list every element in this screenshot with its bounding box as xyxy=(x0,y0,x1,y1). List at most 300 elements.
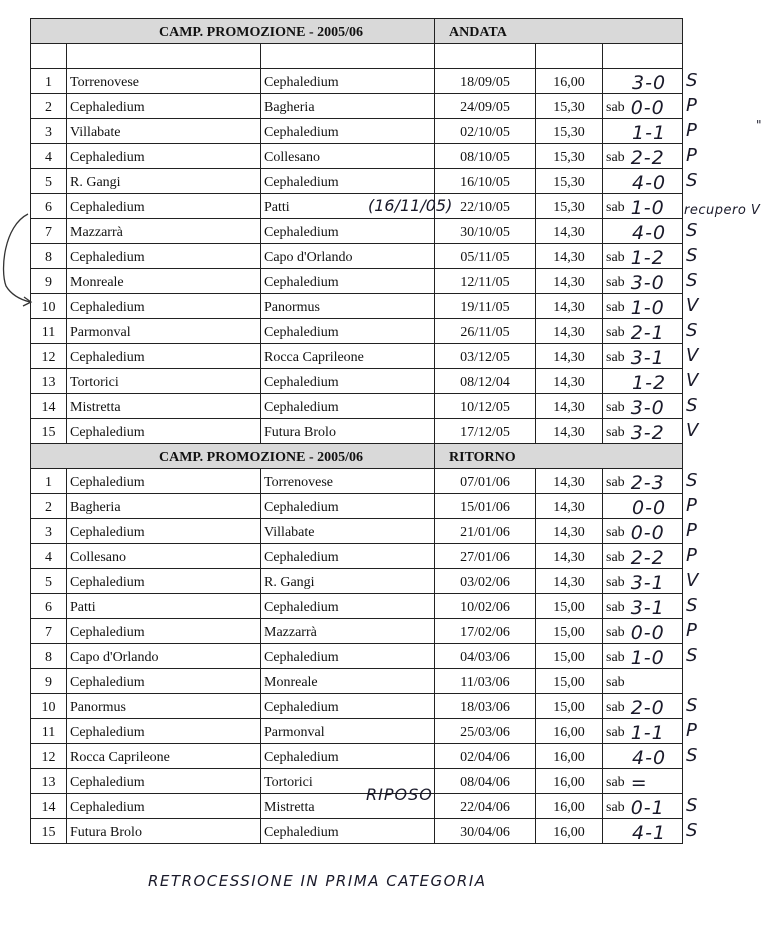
match-row xyxy=(31,769,683,794)
handwritten-score: 0-0 xyxy=(630,622,665,644)
match-number: 12 xyxy=(31,344,67,369)
andata-header-row xyxy=(31,19,683,44)
match-date: 17/12/05 xyxy=(435,419,536,444)
away-team: Cephaledium xyxy=(261,694,435,719)
home-team: Cephaledium xyxy=(67,94,261,119)
handwritten-score: 1-0 xyxy=(630,297,665,319)
handwritten-score: 3-0 xyxy=(632,72,667,94)
home-team: Bagheria xyxy=(67,494,261,519)
result-letter: P xyxy=(686,719,697,741)
day-note: sab xyxy=(606,425,625,440)
match-row xyxy=(31,494,683,519)
note-cell xyxy=(603,344,683,369)
handwritten-score: 2-0 xyxy=(630,697,665,719)
match-date: 25/03/06 xyxy=(435,719,536,744)
kickoff-time: 14,30 xyxy=(536,519,603,544)
match-number: 6 xyxy=(31,594,67,619)
note-cell xyxy=(603,594,683,619)
away-team: Torrenovese xyxy=(261,469,435,494)
home-team: Cephaledium xyxy=(67,194,261,219)
day-note: sab xyxy=(606,775,625,790)
match-date: 12/11/05 xyxy=(435,269,536,294)
match-row xyxy=(31,369,683,394)
kickoff-time: 14,30 xyxy=(536,544,603,569)
result-letter: S xyxy=(686,694,698,716)
match-row xyxy=(31,244,683,269)
spacer-cell xyxy=(603,44,683,69)
note-cell xyxy=(603,269,683,294)
match-row xyxy=(31,519,683,544)
match-row xyxy=(31,544,683,569)
match-number: 5 xyxy=(31,169,67,194)
handwritten-score: 3-0 xyxy=(630,397,665,419)
match-date: 10/12/05 xyxy=(435,394,536,419)
kickoff-time: 14,30 xyxy=(536,569,603,594)
match-row xyxy=(31,719,683,744)
away-team: Cephaledium xyxy=(261,219,435,244)
match-row xyxy=(31,644,683,669)
match-row xyxy=(31,619,683,644)
result-letter: P xyxy=(686,119,697,141)
home-team: Parmonval xyxy=(67,319,261,344)
note-cell xyxy=(603,319,683,344)
away-team: Cephaledium xyxy=(261,644,435,669)
day-note: sab xyxy=(606,625,625,640)
match-number: 8 xyxy=(31,244,67,269)
home-team: Collesano xyxy=(67,544,261,569)
kickoff-time: 16,00 xyxy=(536,769,603,794)
home-team: Cephaledium xyxy=(67,769,261,794)
patti-rescheduled-date: (16/11/05) xyxy=(368,196,453,215)
away-team: Cephaledium xyxy=(261,394,435,419)
home-team: Cephaledium xyxy=(67,519,261,544)
handwritten-score: 3-1 xyxy=(630,347,665,369)
result-letter: S xyxy=(686,394,698,416)
day-note: sab xyxy=(606,475,625,490)
match-number: 5 xyxy=(31,569,67,594)
match-row xyxy=(31,319,683,344)
day-note: sab xyxy=(606,325,625,340)
match-date: 19/11/05 xyxy=(435,294,536,319)
match-date: 27/01/06 xyxy=(435,544,536,569)
match-number: 3 xyxy=(31,119,67,144)
match-date: 05/11/05 xyxy=(435,244,536,269)
kickoff-time: 14,30 xyxy=(536,344,603,369)
result-letter: P xyxy=(686,544,697,566)
reschedule-arrow xyxy=(0,0,40,320)
note-cell xyxy=(603,519,683,544)
note-cell xyxy=(603,819,683,844)
result-letter: S xyxy=(686,794,698,816)
day-note: sab xyxy=(606,200,625,215)
home-team: Cephaledium xyxy=(67,719,261,744)
home-team: Capo d'Orlando xyxy=(67,644,261,669)
result-letter: S xyxy=(686,469,698,491)
away-team: Mazzarrà xyxy=(261,619,435,644)
match-date: 08/04/06 xyxy=(435,769,536,794)
note-cell xyxy=(603,144,683,169)
handwritten-score: 3-0 xyxy=(630,272,665,294)
match-row xyxy=(31,294,683,319)
day-note: sab xyxy=(606,250,625,265)
match-row xyxy=(31,594,683,619)
day-note: sab xyxy=(606,350,625,365)
match-date: 24/09/05 xyxy=(435,94,536,119)
result-letter: S xyxy=(686,69,698,91)
day-note: sab xyxy=(606,550,625,565)
away-team: Parmonval xyxy=(261,719,435,744)
day-note: sab xyxy=(606,725,625,740)
kickoff-time: 15,00 xyxy=(536,694,603,719)
note-cell xyxy=(603,544,683,569)
handwritten-score: 2-2 xyxy=(630,147,665,169)
result-letter: S xyxy=(686,269,698,291)
handwritten-score: 1-2 xyxy=(630,247,665,269)
kickoff-time: 14,30 xyxy=(536,394,603,419)
match-date: 02/10/05 xyxy=(435,119,536,144)
away-team: Cephaledium xyxy=(261,544,435,569)
match-row xyxy=(31,344,683,369)
andata-phase: ANDATA xyxy=(435,19,683,44)
match-date: 11/03/06 xyxy=(435,669,536,694)
handwritten-score: 4-1 xyxy=(632,822,667,844)
result-letter: S xyxy=(686,319,698,341)
match-date: 10/02/06 xyxy=(435,594,536,619)
home-team: Cephaledium xyxy=(67,294,261,319)
home-team: Cephaledium xyxy=(67,619,261,644)
result-letter: V xyxy=(686,294,699,316)
schedule-table xyxy=(30,18,683,844)
day-note: sab xyxy=(606,300,625,315)
result-letter: S xyxy=(686,744,698,766)
match-date: 22/04/06 xyxy=(435,794,536,819)
result-letter: S xyxy=(686,244,698,266)
match-number: 7 xyxy=(31,219,67,244)
match-date: 30/10/05 xyxy=(435,219,536,244)
home-team: Villabate xyxy=(67,119,261,144)
result-letter: P xyxy=(686,619,697,641)
match-number: 13 xyxy=(31,769,67,794)
ritorno-header-row xyxy=(31,444,683,469)
kickoff-time: 14,30 xyxy=(536,244,603,269)
match-number: 12 xyxy=(31,744,67,769)
recupero-note: recupero V xyxy=(684,203,761,218)
day-note: sab xyxy=(606,675,625,690)
handwritten-score: 1-2 xyxy=(632,372,667,394)
away-team: Collesano xyxy=(261,144,435,169)
handwritten-score: 1-1 xyxy=(632,122,667,144)
spacer-cell xyxy=(261,44,435,69)
note-cell xyxy=(603,494,683,519)
home-team: Monreale xyxy=(67,269,261,294)
match-number: 15 xyxy=(31,419,67,444)
match-row xyxy=(31,119,683,144)
kickoff-time: 14,30 xyxy=(536,294,603,319)
away-team: Cephaledium xyxy=(261,494,435,519)
home-team: R. Gangi xyxy=(67,169,261,194)
kickoff-time: 15,30 xyxy=(536,94,603,119)
away-team: Cephaledium xyxy=(261,69,435,94)
match-number: 10 xyxy=(31,294,67,319)
match-row xyxy=(31,269,683,294)
day-note: sab xyxy=(606,275,625,290)
home-team: Cephaledium xyxy=(67,569,261,594)
note-cell xyxy=(603,619,683,644)
match-row xyxy=(31,669,683,694)
match-number: 11 xyxy=(31,319,67,344)
kickoff-time: 16,00 xyxy=(536,819,603,844)
match-date: 07/01/06 xyxy=(435,469,536,494)
handwritten-score: 2-3 xyxy=(630,472,665,494)
kickoff-time: 15,30 xyxy=(536,194,603,219)
away-team: Tortorici xyxy=(261,769,435,794)
margin-mark: " xyxy=(756,118,762,132)
match-number: 6 xyxy=(31,194,67,219)
result-letter: P xyxy=(686,519,697,541)
handwritten-score: 1-0 xyxy=(630,647,665,669)
match-number: 8 xyxy=(31,644,67,669)
handwritten-score: 2-1 xyxy=(630,322,665,344)
kickoff-time: 14,30 xyxy=(536,469,603,494)
away-team: Villabate xyxy=(261,519,435,544)
note-cell xyxy=(603,219,683,244)
ritorno-phase: RITORNO xyxy=(435,444,683,469)
away-team: Cephaledium xyxy=(261,594,435,619)
kickoff-time: 14,30 xyxy=(536,369,603,394)
kickoff-time: 15,30 xyxy=(536,169,603,194)
home-team: Torrenovese xyxy=(67,69,261,94)
kickoff-time: 14,30 xyxy=(536,269,603,294)
day-note: sab xyxy=(606,650,625,665)
note-cell xyxy=(603,119,683,144)
note-cell xyxy=(603,694,683,719)
kickoff-time: 14,30 xyxy=(536,494,603,519)
match-row xyxy=(31,394,683,419)
result-letter: S xyxy=(686,594,698,616)
note-cell xyxy=(603,69,683,94)
note-cell xyxy=(603,769,683,794)
result-letter: V xyxy=(686,369,699,391)
home-team: Panormus xyxy=(67,694,261,719)
spacer-cell xyxy=(67,44,261,69)
kickoff-time: 15,00 xyxy=(536,594,603,619)
match-number: 1 xyxy=(31,69,67,94)
relegation-note: RETROCESSIONE IN PRIMA CATEGORIA xyxy=(148,872,487,890)
kickoff-time: 15,00 xyxy=(536,669,603,694)
match-number: 9 xyxy=(31,669,67,694)
match-date: 17/02/06 xyxy=(435,619,536,644)
away-team: Futura Brolo xyxy=(261,419,435,444)
kickoff-time: 16,00 xyxy=(536,719,603,744)
away-team: Panormus xyxy=(261,294,435,319)
kickoff-time: 14,30 xyxy=(536,319,603,344)
match-number: 7 xyxy=(31,619,67,644)
match-date: 08/10/05 xyxy=(435,144,536,169)
away-team: Cephaledium xyxy=(261,169,435,194)
match-row xyxy=(31,569,683,594)
home-team: Rocca Caprileone xyxy=(67,744,261,769)
home-team: Futura Brolo xyxy=(67,819,261,844)
kickoff-time: 16,00 xyxy=(536,69,603,94)
match-date: 18/03/06 xyxy=(435,694,536,719)
spacer-cell xyxy=(536,44,603,69)
match-date: 04/03/06 xyxy=(435,644,536,669)
match-row xyxy=(31,144,683,169)
home-team: Cephaledium xyxy=(67,244,261,269)
match-number: 4 xyxy=(31,544,67,569)
result-letter: S xyxy=(686,219,698,241)
kickoff-time: 14,30 xyxy=(536,419,603,444)
match-number: 10 xyxy=(31,694,67,719)
away-team: R. Gangi xyxy=(261,569,435,594)
match-row xyxy=(31,169,683,194)
ritorno-title: CAMP. PROMOZIONE - 2005/06 xyxy=(31,444,435,469)
handwritten-score: 0-1 xyxy=(630,797,665,819)
result-letter: P xyxy=(686,494,697,516)
note-cell xyxy=(603,569,683,594)
match-row xyxy=(31,819,683,844)
note-cell xyxy=(603,169,683,194)
note-cell xyxy=(603,794,683,819)
kickoff-time: 15,00 xyxy=(536,619,603,644)
result-letter: P xyxy=(686,94,697,116)
handwritten-score: 4-0 xyxy=(632,172,667,194)
away-team: Cephaledium xyxy=(261,319,435,344)
match-date: 22/10/05 xyxy=(435,194,536,219)
home-team: Cephaledium xyxy=(67,469,261,494)
match-number: 13 xyxy=(31,369,67,394)
match-number: 9 xyxy=(31,269,67,294)
day-note: sab xyxy=(606,400,625,415)
away-team: Patti xyxy=(261,194,435,219)
handwritten-score: 3-1 xyxy=(630,572,665,594)
away-team: Rocca Caprileone xyxy=(261,344,435,369)
match-number: 2 xyxy=(31,494,67,519)
handwritten-score: 1-1 xyxy=(630,722,665,744)
match-number: 1 xyxy=(31,469,67,494)
match-date: 16/10/05 xyxy=(435,169,536,194)
home-team: Mistretta xyxy=(67,394,261,419)
day-note: sab xyxy=(606,150,625,165)
kickoff-time: 15,30 xyxy=(536,144,603,169)
handwritten-score: = xyxy=(630,772,648,794)
result-letter: S xyxy=(686,644,698,666)
result-letter: V xyxy=(686,344,699,366)
result-letter: V xyxy=(686,569,699,591)
away-team: Cephaledium xyxy=(261,269,435,294)
note-cell xyxy=(603,294,683,319)
day-note: sab xyxy=(606,525,625,540)
andata-title: CAMP. PROMOZIONE - 2005/06 xyxy=(31,19,435,44)
handwritten-score: 4-0 xyxy=(632,747,667,769)
match-number: 3 xyxy=(31,519,67,544)
away-team: Cephaledium xyxy=(261,369,435,394)
match-row xyxy=(31,94,683,119)
note-cell xyxy=(603,644,683,669)
home-team: Cephaledium xyxy=(67,344,261,369)
match-row xyxy=(31,419,683,444)
away-team: Mistretta xyxy=(261,794,435,819)
away-team: Capo d'Orlando xyxy=(261,244,435,269)
handwritten-score: 1-0 xyxy=(630,197,665,219)
kickoff-time: 14,30 xyxy=(536,219,603,244)
handwritten-score: 3-1 xyxy=(630,597,665,619)
kickoff-time: 16,00 xyxy=(536,794,603,819)
match-date: 15/01/06 xyxy=(435,494,536,519)
match-row xyxy=(31,219,683,244)
handwritten-score: 2-2 xyxy=(630,547,665,569)
note-cell xyxy=(603,669,683,694)
handwritten-score: 4-0 xyxy=(632,222,667,244)
away-team: Bagheria xyxy=(261,94,435,119)
match-number: 14 xyxy=(31,394,67,419)
home-team: Cephaledium xyxy=(67,144,261,169)
handwritten-score: 0-0 xyxy=(630,522,665,544)
kickoff-time: 15,00 xyxy=(536,644,603,669)
match-number: 11 xyxy=(31,719,67,744)
match-date: 03/02/06 xyxy=(435,569,536,594)
match-number: 4 xyxy=(31,144,67,169)
match-number: 2 xyxy=(31,94,67,119)
spacer-row xyxy=(31,44,683,69)
away-team: Cephaledium xyxy=(261,744,435,769)
match-row xyxy=(31,744,683,769)
note-cell xyxy=(603,744,683,769)
note-cell xyxy=(603,194,683,219)
match-row xyxy=(31,194,683,219)
home-team: Mazzarrà xyxy=(67,219,261,244)
day-note: sab xyxy=(606,800,625,815)
handwritten-score: 0-0 xyxy=(630,97,665,119)
match-number: 14 xyxy=(31,794,67,819)
home-team: Patti xyxy=(67,594,261,619)
away-team: Monreale xyxy=(261,669,435,694)
day-note: sab xyxy=(606,575,625,590)
result-letter: P xyxy=(686,144,697,166)
riposo-note: RIPOSO xyxy=(366,785,433,804)
match-date: 30/04/06 xyxy=(435,819,536,844)
note-cell xyxy=(603,469,683,494)
note-cell xyxy=(603,419,683,444)
schedule-sheet xyxy=(30,18,682,844)
day-note: sab xyxy=(606,100,625,115)
result-letter: V xyxy=(686,419,699,441)
match-date: 21/01/06 xyxy=(435,519,536,544)
kickoff-time: 15,30 xyxy=(536,119,603,144)
note-cell xyxy=(603,394,683,419)
match-row xyxy=(31,794,683,819)
match-date: 26/11/05 xyxy=(435,319,536,344)
note-cell xyxy=(603,244,683,269)
result-letter: S xyxy=(686,819,698,841)
home-team: Cephaledium xyxy=(67,419,261,444)
away-team: Cephaledium xyxy=(261,119,435,144)
handwritten-score: 0-0 xyxy=(632,497,667,519)
match-row xyxy=(31,469,683,494)
day-note: sab xyxy=(606,700,625,715)
match-date: 02/04/06 xyxy=(435,744,536,769)
match-row xyxy=(31,69,683,94)
spacer-cell xyxy=(435,44,536,69)
match-date: 08/12/04 xyxy=(435,369,536,394)
match-number: 15 xyxy=(31,819,67,844)
handwritten-score: 3-2 xyxy=(630,422,665,444)
result-letter: S xyxy=(686,169,698,191)
home-team: Cephaledium xyxy=(67,794,261,819)
kickoff-time: 16,00 xyxy=(536,744,603,769)
home-team: Cephaledium xyxy=(67,669,261,694)
day-note: sab xyxy=(606,600,625,615)
